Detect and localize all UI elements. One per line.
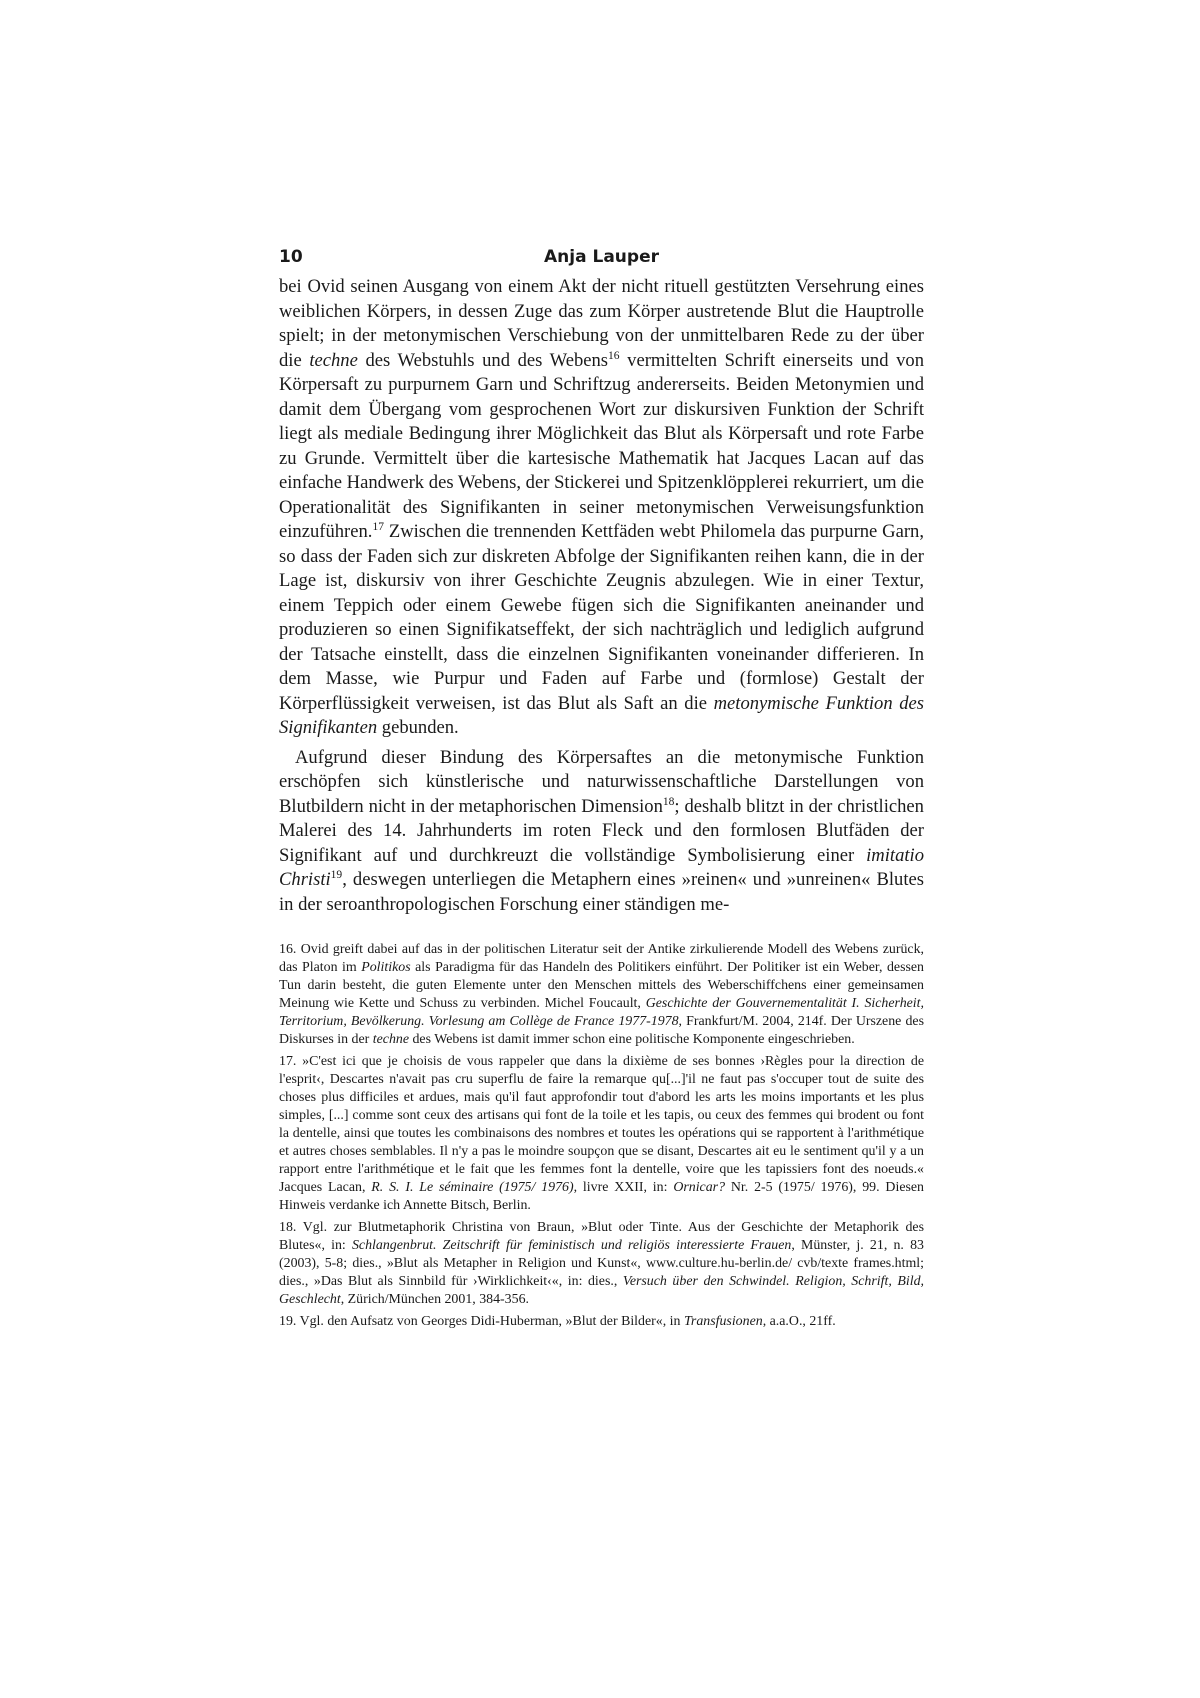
footnote-text: , livre XXII, in: — [573, 1180, 674, 1195]
footnote-text: , Frankfurt/M. 2004, 214f. Der Urszene des Diskurses in der — [279, 1014, 924, 1047]
text-run: , deswegen unterliegen die Metaphern eines »reinen« und »unreinen« Blutes in der seroanthropologischen Forschung einer ständigen me- — [279, 869, 924, 915]
footnote-italic: Transfusionen — [683, 1314, 763, 1329]
footnote-text: Nr. 2-5 (1975/ 1976), 99. Diesen Hinweis verdanke ich Annette Bitsch, Berlin. — [279, 1180, 924, 1213]
footnote-italic: Versuch über den Schwindel. Religion, Schrift, Bild, Geschlecht — [279, 1274, 925, 1307]
footnote-text: als Paradigma für das Handeln des Politikers einführt. Der Politiker ist ein Weber, dessen Tun darin besteht, die guten Elemente unter den Menschen mittels des Weberschiffchens einer gemeinsamen Meinung wie Kette und Schuss zu verbinden. Michel Foucault, — [279, 960, 924, 1011]
footnotes — [279, 941, 924, 1331]
footnote-text: des Webens ist damit immer schon eine politische Komponente eingeschrieben. — [409, 1032, 855, 1047]
body-paragraph-2 — [279, 746, 924, 918]
footnote-text: , a.a.O., 21ff. — [762, 1314, 836, 1329]
footnote-italic: techne — [372, 1032, 409, 1047]
footnote-ref-19[interactable]: 19 — [330, 868, 343, 881]
footnote-16 — [279, 941, 924, 1049]
text-run: ; deshalb blitzt in der christlichen Malerei des 14. Jahrhunderts im roten Fleck und den formlosen Blutfäden der Signifikant auf und durchkreuzt die vollständige Symbolisierung einer — [279, 795, 924, 866]
italic-term: techne — [309, 349, 358, 371]
footnote-text: , Zürich/München 2001, 384-356. — [340, 1292, 529, 1307]
text-run: gebunden. — [377, 717, 459, 738]
footnote-text: 18. Vgl. zur Blutmetaphorik Christina von Braun, »Blut oder Tinte. Aus der Geschichte der Metaphorik des Blutes«, in: — [279, 1220, 924, 1253]
body-text — [279, 275, 924, 917]
footnote-text: 17. »C'est ici que je choisis de vous rappeler que dans la dixième de ses bonnes ›Règles pour la direction de l'esprit‹, Descartes n'avait pas cru superflu de faire la remarque qu[...]'il ne faut pas s'occuper tout de suite des choses plus difficiles et ardues, mais qu'il faut approfondir tout d'abord les arts les moins importants et les plus simples, [...] comme sont ceux des artisans qui font de la toile et les tapis, ou ceux des femmes qui brodent ou font la dentelle, ainsi que toutes les combinaisons des nombres et toutes les opérations qui se rapportent à l'arithmétique et autres choses semblables. Il n'y a pas le moindre soupçon que se disant, Descartes ait eu le sentiment qu'il y a un rapport entre l'arithmétique et le fait que les femmes font la dentelle, voire que les tapissiers font des noeuds.« Jacques Lacan, — [279, 1054, 924, 1195]
book-page — [279, 247, 924, 1335]
footnote-italic: R. S. I. Le séminaire (1975/ 1976) — [371, 1180, 574, 1195]
italic-term: metonymische Funktion des Signifikanten — [279, 692, 924, 738]
footnote-italic: Ornicar? — [673, 1180, 726, 1195]
footnote-18 — [279, 1219, 924, 1309]
footnote-italic: Politikos — [361, 960, 411, 975]
footnote-text: , Münster, j. 21, n. 83 (2003), 5-8; dies., »Blut als Metapher in Religion und Kunst«, www.culture.hu-berlin.de/ cvb/texte frames.html; dies., »Das Blut als Sinnbild für ›Wirklichkeit‹«, in: dies., — [279, 1238, 924, 1289]
footnote-ref-17[interactable]: 17 — [372, 520, 384, 533]
italic-term: imitatio Christi — [279, 844, 924, 890]
text-run: vermittelten Schrift einerseits und von Körpersaft zu purpurnem Garn und Schriftzug andererseits. Beiden Metonymien und damit dem Übergang vom gesprochenen Wort zur diskursiven Funktion der Schrift liegt als mediale Bedingung ihrer Möglichkeit das Blut als Körpersaft und rote Farbe zu Grunde. Vermittelt über die kartesische Mathematik hat Jacques Lacan auf das einfache Handwerk des Webens, der Stickerei und Spitzenklöpplerei rekurriert, um die Operationalität des Signifikanten in seiner metonymischen Verweisungsfunktion einzuführen. — [279, 349, 924, 542]
footnote-text: 19. Vgl. den Aufsatz von Georges Didi-Huberman, »Blut der Bilder«, in — [279, 1314, 684, 1329]
footnote-italic: Geschichte der Gouvernementalität I. Sicherheit, Territorium, Bevölkerung. Vorlesung am Collège de France 1977-1978 — [279, 996, 925, 1029]
footnote-italic: Schlangenbrut. Zeitschrift für feministisch und religiös interessierte Frauen — [351, 1238, 792, 1253]
text-run: Aufgrund dieser Bindung des Körpersaftes an die metonymische Funktion erschöpfen sich künstlerische und naturwissenschaftliche Darstellungen von Blutbildern nicht in der metaphorischen Dimension — [279, 746, 924, 817]
text-run: des Webstuhls und des Webens — [357, 349, 609, 371]
body-paragraph-1 — [279, 275, 924, 741]
footnote-ref-16[interactable]: 16 — [608, 349, 620, 362]
footnote-17 — [279, 1053, 924, 1215]
page-number: 10 — [279, 247, 303, 267]
text-run: Zwischen die trennenden Kettfäden webt Philomela das purpurne Garn, so dass der Faden sich zur diskreten Abfolge der Signifikanten reihen kann, die in der Lage ist, diskursiv von ihrer Geschichte Zeugnis abzulegen. Wie in einer Textur, einem Teppich oder einem Gewebe fügen sich die Signifikanten aneinander und produzieren so einen Signifikatseffekt, der sich nachträglich und lediglich aufgrund der Tatsache einstellt, dass die einzelnen Signifikanten voneinander differieren. In dem Masse, wie Purpur und Faden auf Farbe und (formlose) Gestalt der Körperflüssigkeit verweisen, ist das Blut als Saft an die — [279, 521, 924, 714]
footnote-text: 16. Ovid greift dabei auf das in der politischen Literatur seit der Antike zirkulierende Modell des Webens zurück, das Platon im — [279, 942, 924, 975]
footnote-ref-18[interactable]: 18 — [662, 795, 675, 808]
footnote-19 — [279, 1313, 924, 1331]
running-head-author: Anja Lauper — [544, 247, 659, 267]
text-run: bei Ovid seinen Ausgang von einem Akt der nicht rituell gestützten Versehrung eines weiblichen Körpers, in dessen Zuge das zum Körper austretende Blut die Hauptrolle spielt; in der metonymischen Verschiebung von der unmittelbaren Rede zu der über die — [279, 276, 924, 371]
running-head — [279, 247, 924, 275]
